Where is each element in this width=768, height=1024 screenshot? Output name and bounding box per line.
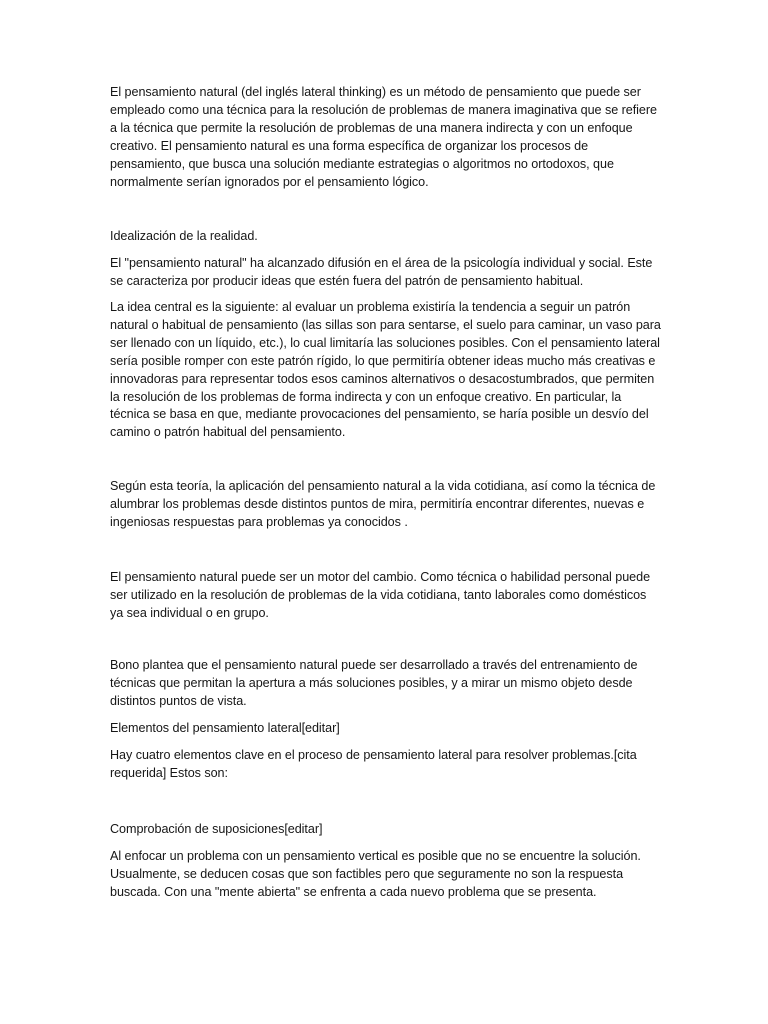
paragraph-difusion: El "pensamiento natural" ha alcanzado difusión en el área de la psicología individual y social. Este se caracteriza por producir ideas que estén fuera del patrón de pensamiento habitual. <box>110 256 653 288</box>
paragraph-motor-cambio: El pensamiento natural puede ser un motor del cambio. Como técnica o habilidad personal puede ser utilizado en la resolución de problemas de la vida cotidiana, tanto laborales como domésticos ya sea individual o en grupo. <box>110 570 651 620</box>
paragraph-bono: Bono plantea que el pensamiento natural puede ser desarrollado a través del entrenamiento de técnicas que permitan la apertura a más soluciones posibles, y a mirar un mismo objeto desde distintos puntos de vista. <box>110 658 638 708</box>
paragraph-pensamiento-vertical: Al enfocar un problema con un pensamiento vertical es posible que no se encuentre la solución. Usualmente, se deducen cosas que son factibles pero que seguramente no son la respuesta buscada. Con una "mente abierta" se enfrenta a cada nuevo problema que se presenta. <box>110 849 641 899</box>
section-heading-suposiciones: Comprobación de suposiciones[editar] <box>110 822 323 836</box>
section-heading-elementos: Elementos del pensamiento lateral[editar] <box>110 721 340 735</box>
paragraph-idea-central: La idea central es la siguiente: al evaluar un problema existiría la tendencia a seguir un patrón natural o habitual de pensamiento (las sillas son para sentarse, el suelo para caminar, un vaso para ser llenado con un líquido, etc.), lo cual limitaría las soluciones posibles. Con el pensamiento lateral sería posible romper con este patrón rígido, lo que permitiría obtener ideas mucho más creativas e innovadoras para representar todos esos caminos alternativos o desacostumbrados, que permiten la resolución de los problemas de forma indirecta y con un enfoque creativo. En particular, la técnica se basa en que, mediante provocaciones del pensamiento, se haría posible un desvío del camino o patrón habitual del pensamiento. <box>110 300 661 440</box>
paragraph-cuatro-elementos: Hay cuatro elementos clave en el proceso de pensamiento lateral para resolver problemas.[cita requerida] Estos son: <box>110 748 637 780</box>
intro-paragraph: El pensamiento natural (del inglés lateral thinking) es un método de pensamiento que puede ser empleado como una técnica para la resolución de problemas de manera imaginativa que se refiere a la técnica que permite la resolución de problemas de una manera indirecta y con un enfoque creativo. El pensamiento natural es una forma específica de organizar los procesos de pensamiento, que busca una solución mediante estrategias o algoritmos no ortodoxos, que normalmente serían ignorados por el pensamiento lógico. <box>110 85 657 189</box>
section-heading-idealizacion: Idealización de la realidad. <box>110 229 258 243</box>
paragraph-teoria: Según esta teoría, la aplicación del pensamiento natural a la vida cotidiana, así como la técnica de alumbrar los problemas desde distintos puntos de mira, permitiría encontrar diferentes, nuevas e ingeniosas respuestas para problemas ya conocidos . <box>110 479 656 529</box>
